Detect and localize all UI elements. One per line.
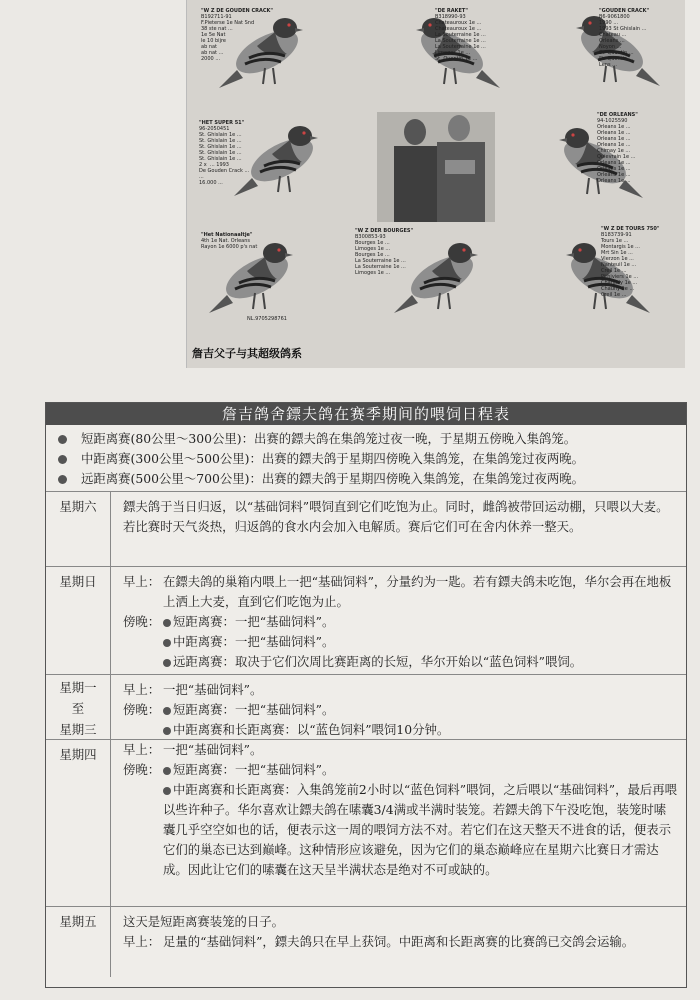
pigeon-name: "DE RAKET" <box>435 8 468 14</box>
pigeon-result: Chimay 1e ... <box>597 148 631 154</box>
pigeon-result: ab nat <box>201 44 218 50</box>
bullet-icon <box>163 767 171 775</box>
pigeon-result: Noyon ... <box>599 44 622 50</box>
pigeon-result: Bourges 1e ... <box>355 240 390 246</box>
day-label: 星期四 <box>46 740 111 906</box>
morning-label: 早上： <box>123 682 161 697</box>
pigeon-result: St. Quentin 1e ... <box>435 56 478 62</box>
pigeon-result: La Souterraine 1e ... <box>355 258 406 264</box>
pigeon-name: "W Z DE GOUDEN CRACK" <box>201 8 273 14</box>
day-content: 鏢夫鸽于当日归返，以“基础饲料”喂饲直到它们吃饱为止。同时，雌鸽被带回运动棚，只喂以大麦。若比赛时天气炎热，归返鸽的食水内会加入电解质。赛后它们可在舍内休养一整天。 <box>123 499 669 534</box>
pigeon-result: Tours 1e ... <box>601 238 629 244</box>
morning-label: 早上： <box>123 934 161 949</box>
pigeon-result: Limoges 1e ... <box>355 270 391 276</box>
pigeon-result: St. Ghislain 1e ... <box>199 132 242 138</box>
bullet-icon <box>58 455 67 464</box>
pigeon-info-6 <box>201 232 281 250</box>
note-text: 远距离赛(500公里～700公里)：出赛的鏢夫鸽于星期四傍晚入集鸽笼，在集鸽笼过夜两晚。 <box>81 471 585 486</box>
evening-item: 短距离赛：一把“基础饲料”。 <box>173 702 335 717</box>
pigeon-result: ... <box>199 174 204 180</box>
pigeon-result: La Souterraine 1e ... <box>435 44 486 50</box>
pigeon-result: 2000 ... <box>201 56 221 62</box>
evening-item: 中距离赛和长距离赛：以“蓝色饲料”喂饲10分钟。 <box>173 722 450 737</box>
note-short-distance <box>58 429 680 449</box>
day-content <box>111 567 686 674</box>
pigeon-result: De Gouden Crack ... <box>199 168 250 174</box>
pigeon-result: Limoges 1e ... <box>435 50 471 56</box>
pigeon-result: 4th 1e Nat. Orleans <box>201 238 250 244</box>
table-row-monday-to-wednesday <box>46 675 686 740</box>
photo-plate <box>186 0 685 368</box>
note-text: 短距离赛(80公里～300公里)：出赛的鏢夫鸽在集鸽笼过夜一晚，于星期五傍晚入集鸽笼。 <box>81 431 577 446</box>
day-content <box>111 740 686 906</box>
morning-label: 早上： <box>123 742 161 757</box>
pigeon-name: "DE ORLEANS" <box>597 112 638 118</box>
pigeon-name: "HET SUPER 51" <box>199 120 245 126</box>
morning-text: 足量的“基础饲料”，鏢夫鸽只在早上获饲。中距离和长距离赛的比赛鸽已交鸽会运输。 <box>163 934 635 949</box>
bullet-icon <box>163 619 171 627</box>
pigeon-result: La Souterraine 1e ... <box>355 264 406 270</box>
pigeon-result: 2 x ... 1993 <box>199 162 229 168</box>
pigeon-ring: B192711-91 <box>201 14 232 20</box>
pigeon-result: ab nat ... <box>201 50 224 56</box>
evening-label: 傍晚： <box>123 614 161 629</box>
pigeon-info-8 <box>601 226 681 298</box>
pigeon-result: Chauny 1e ... <box>601 286 635 292</box>
table-row-friday <box>46 907 686 977</box>
pigeon-result: Bourges 1e ... <box>355 252 390 258</box>
day-label: 星期五 <box>46 907 111 977</box>
pigeon-info-2 <box>435 8 505 62</box>
pigeon-ring-6 <box>247 316 317 322</box>
pigeon-result: Lens ... <box>599 62 617 68</box>
pigeon-result: Orleans 1e ... <box>597 178 631 184</box>
bleed-through-text <box>0 150 186 400</box>
day-label-end: 星期三 <box>59 722 97 737</box>
friday-note: 这天是短距离赛装笼的日子。 <box>123 914 285 929</box>
bullet-icon <box>58 435 67 444</box>
bullet-icon <box>163 727 171 735</box>
pigeon-result: Chateauroux 1e ... <box>435 20 482 26</box>
pigeon-result: Chantilly 1e ... <box>601 280 638 286</box>
pigeon-result: Vierzon 1e ... <box>601 256 634 262</box>
pigeon-result: Pithiviers 1e ... <box>601 274 639 280</box>
evening-item: 中距离赛：一把“基础饲料”。 <box>173 634 335 649</box>
note-long-distance <box>58 469 680 489</box>
evening-item: 远距离赛：取决于它们次周比赛距离的长短，华尔开始以“蓝色饲料”喂饲。 <box>173 654 583 669</box>
table-row-thursday <box>46 740 686 907</box>
pigeon-result: Nanteuil 1e ... <box>601 262 637 268</box>
pigeon-ring: B6-9061800 <box>599 14 630 20</box>
morning-text: 一把“基础饲料”。 <box>163 682 263 697</box>
pigeon-info-3 <box>599 8 681 68</box>
pigeon-name: "W Z DE TOURS 750" <box>601 226 660 232</box>
pigeon-result: St. Quentin ... <box>599 56 634 62</box>
bullet-icon <box>163 707 171 715</box>
bullet-icon <box>58 475 67 484</box>
note-middle-distance <box>58 449 680 469</box>
pigeon-name: "W Z DER BOURGES" <box>355 228 414 234</box>
pigeon-ring: 94-1025590 <box>597 118 628 124</box>
feeding-schedule-table <box>45 402 687 988</box>
pigeon-result: St. Ghislain 1e ... <box>199 150 242 156</box>
pigeon-result: 1e 5e Nat <box>201 32 226 38</box>
table-row-sunday <box>46 567 686 675</box>
pigeon-result: Mrt Sin 1e ... <box>601 250 633 256</box>
pigeon-result: La Souterraine 1e ... <box>435 38 486 44</box>
pigeon-name: "Het Nationaaltje" <box>201 232 253 238</box>
pigeon-result: Creil 1e ... <box>601 268 627 274</box>
pigeon-result: Quievrain 1e ... <box>597 154 636 160</box>
pigeon-result: Orleans 1e ... <box>597 160 631 166</box>
bullet-icon <box>163 659 171 667</box>
morning-text: 在鏢夫鸽的巢箱内喂上一把“基础饲料”，分量约为一匙。若有鏢夫鸽未吃饱，华尔会再在地板上洒上大麦，直到它们吃饱为止。 <box>163 574 672 609</box>
pigeon-result: Chateau ... <box>599 32 627 38</box>
pigeon-result: 1993 St Ghislain ... <box>599 26 647 32</box>
pigeon-ring: B183739-91 <box>601 232 632 238</box>
pigeon-ring: 96-2050451 <box>199 126 230 132</box>
day-label: 星期日 <box>46 567 111 674</box>
day-content <box>111 907 686 977</box>
pigeon-result: Rayon 1e 6000 p's nat <box>201 244 258 250</box>
morning-label: 早上： <box>123 574 161 589</box>
pigeon-result: F.Pieterse 1e Nat Snd <box>201 20 255 26</box>
pigeon-result: St. Quentin ... <box>599 50 634 56</box>
pigeon-ring: B318990-93 <box>435 14 466 20</box>
table-title: 詹吉鸽舍鏢夫鸽在赛季期间的喂饲日程表 <box>46 403 686 425</box>
photo-caption: 詹吉父子与其超级鸽系 <box>192 347 302 360</box>
race-distance-notes <box>46 425 686 492</box>
pigeon-ring: B300853-93 <box>355 234 386 240</box>
pigeon-result: St. Ghislain 1e ... <box>199 156 242 162</box>
pigeon-info-4 <box>199 120 274 186</box>
pigeon-result: Orleans 1e ... <box>597 130 631 136</box>
pigeon-result: St. Ghislain 1e ... <box>199 138 242 144</box>
pigeon-info-5 <box>597 112 683 184</box>
day-label-to: 至 <box>71 701 85 716</box>
pigeon-result: Orleans 1e ... <box>597 142 631 148</box>
pigeon-result: Orleans 1e ... <box>597 172 631 178</box>
pigeon-result: Orleans 1e ... <box>597 166 631 172</box>
morning-text: 一把“基础饲料”。 <box>163 742 263 757</box>
day-label <box>46 675 111 739</box>
pigeon-name: "GOUDEN CRACK" <box>599 8 650 14</box>
pigeon-result: St. Ghislain 1e ... <box>199 144 242 150</box>
bullet-icon <box>163 639 171 647</box>
pigeon-result: 1990 ... <box>599 20 619 26</box>
pigeon-info-1 <box>201 8 296 62</box>
evening-label: 傍晚： <box>123 702 161 717</box>
pigeon-ring: NL.9705298761 <box>247 316 287 322</box>
evening-item: 中距离赛和长距离赛：入集鸽笼前2小时以“蓝色饲料”喂饲，之后喂以“基础饲料”，最后再喂以些许种子。华尔喜欢让鏢夫鸽在嗉囊3/4满或半满时装笼。若鏢夫鸽下午没吃饱，装笼时嗉囊几乎空空如也的话，便表示这一周的喂饲方法不对。若它们在这天整天不进食的话，便表示它们的巢态已达到巅峰。这种情形应该避免，因为它们的巢态巅峰应在星期六比赛日才需达成。因此让它们的嗉囊在这天呈半满状态是绝对不可或缺的。 <box>163 782 678 877</box>
day-content <box>111 675 686 739</box>
pigeon-result: La Souterraine 1e ... <box>435 32 486 38</box>
evening-item: 短距离赛：一把“基础饲料”。 <box>173 762 335 777</box>
pigeon-result: 38 ste nat ... <box>201 26 233 32</box>
note-text: 中距离赛(300公里～500公里)：出赛的鏢夫鸽于星期四傍晚入集鸽笼，在集鸽笼过夜两晚。 <box>81 451 585 466</box>
pigeon-result: le 10 bijre <box>201 38 226 44</box>
bullet-icon <box>163 787 171 795</box>
pigeon-result: Creil 1e ... <box>601 292 627 298</box>
pigeon-result: Montargis 1e ... <box>601 244 640 250</box>
day-label: 星期六 <box>46 492 111 566</box>
pigeon-result: Orleans 1e ... <box>597 136 631 142</box>
pigeon-result: Orleans ... <box>599 38 625 44</box>
evening-item: 短距离赛：一把“基础饲料”。 <box>173 614 335 629</box>
evening-label: 傍晚： <box>123 762 161 777</box>
pigeon-result: 16.000 ... <box>199 180 223 186</box>
pigeon-result: Chateauroux 1e ... <box>435 26 482 32</box>
pigeon-info-7 <box>355 228 435 276</box>
pigeon-result: Limoges 1e ... <box>355 246 391 252</box>
day-label-start: 星期一 <box>59 680 97 695</box>
table-row-saturday <box>46 492 686 567</box>
pigeon-result: Orleans 1e ... <box>597 124 631 130</box>
